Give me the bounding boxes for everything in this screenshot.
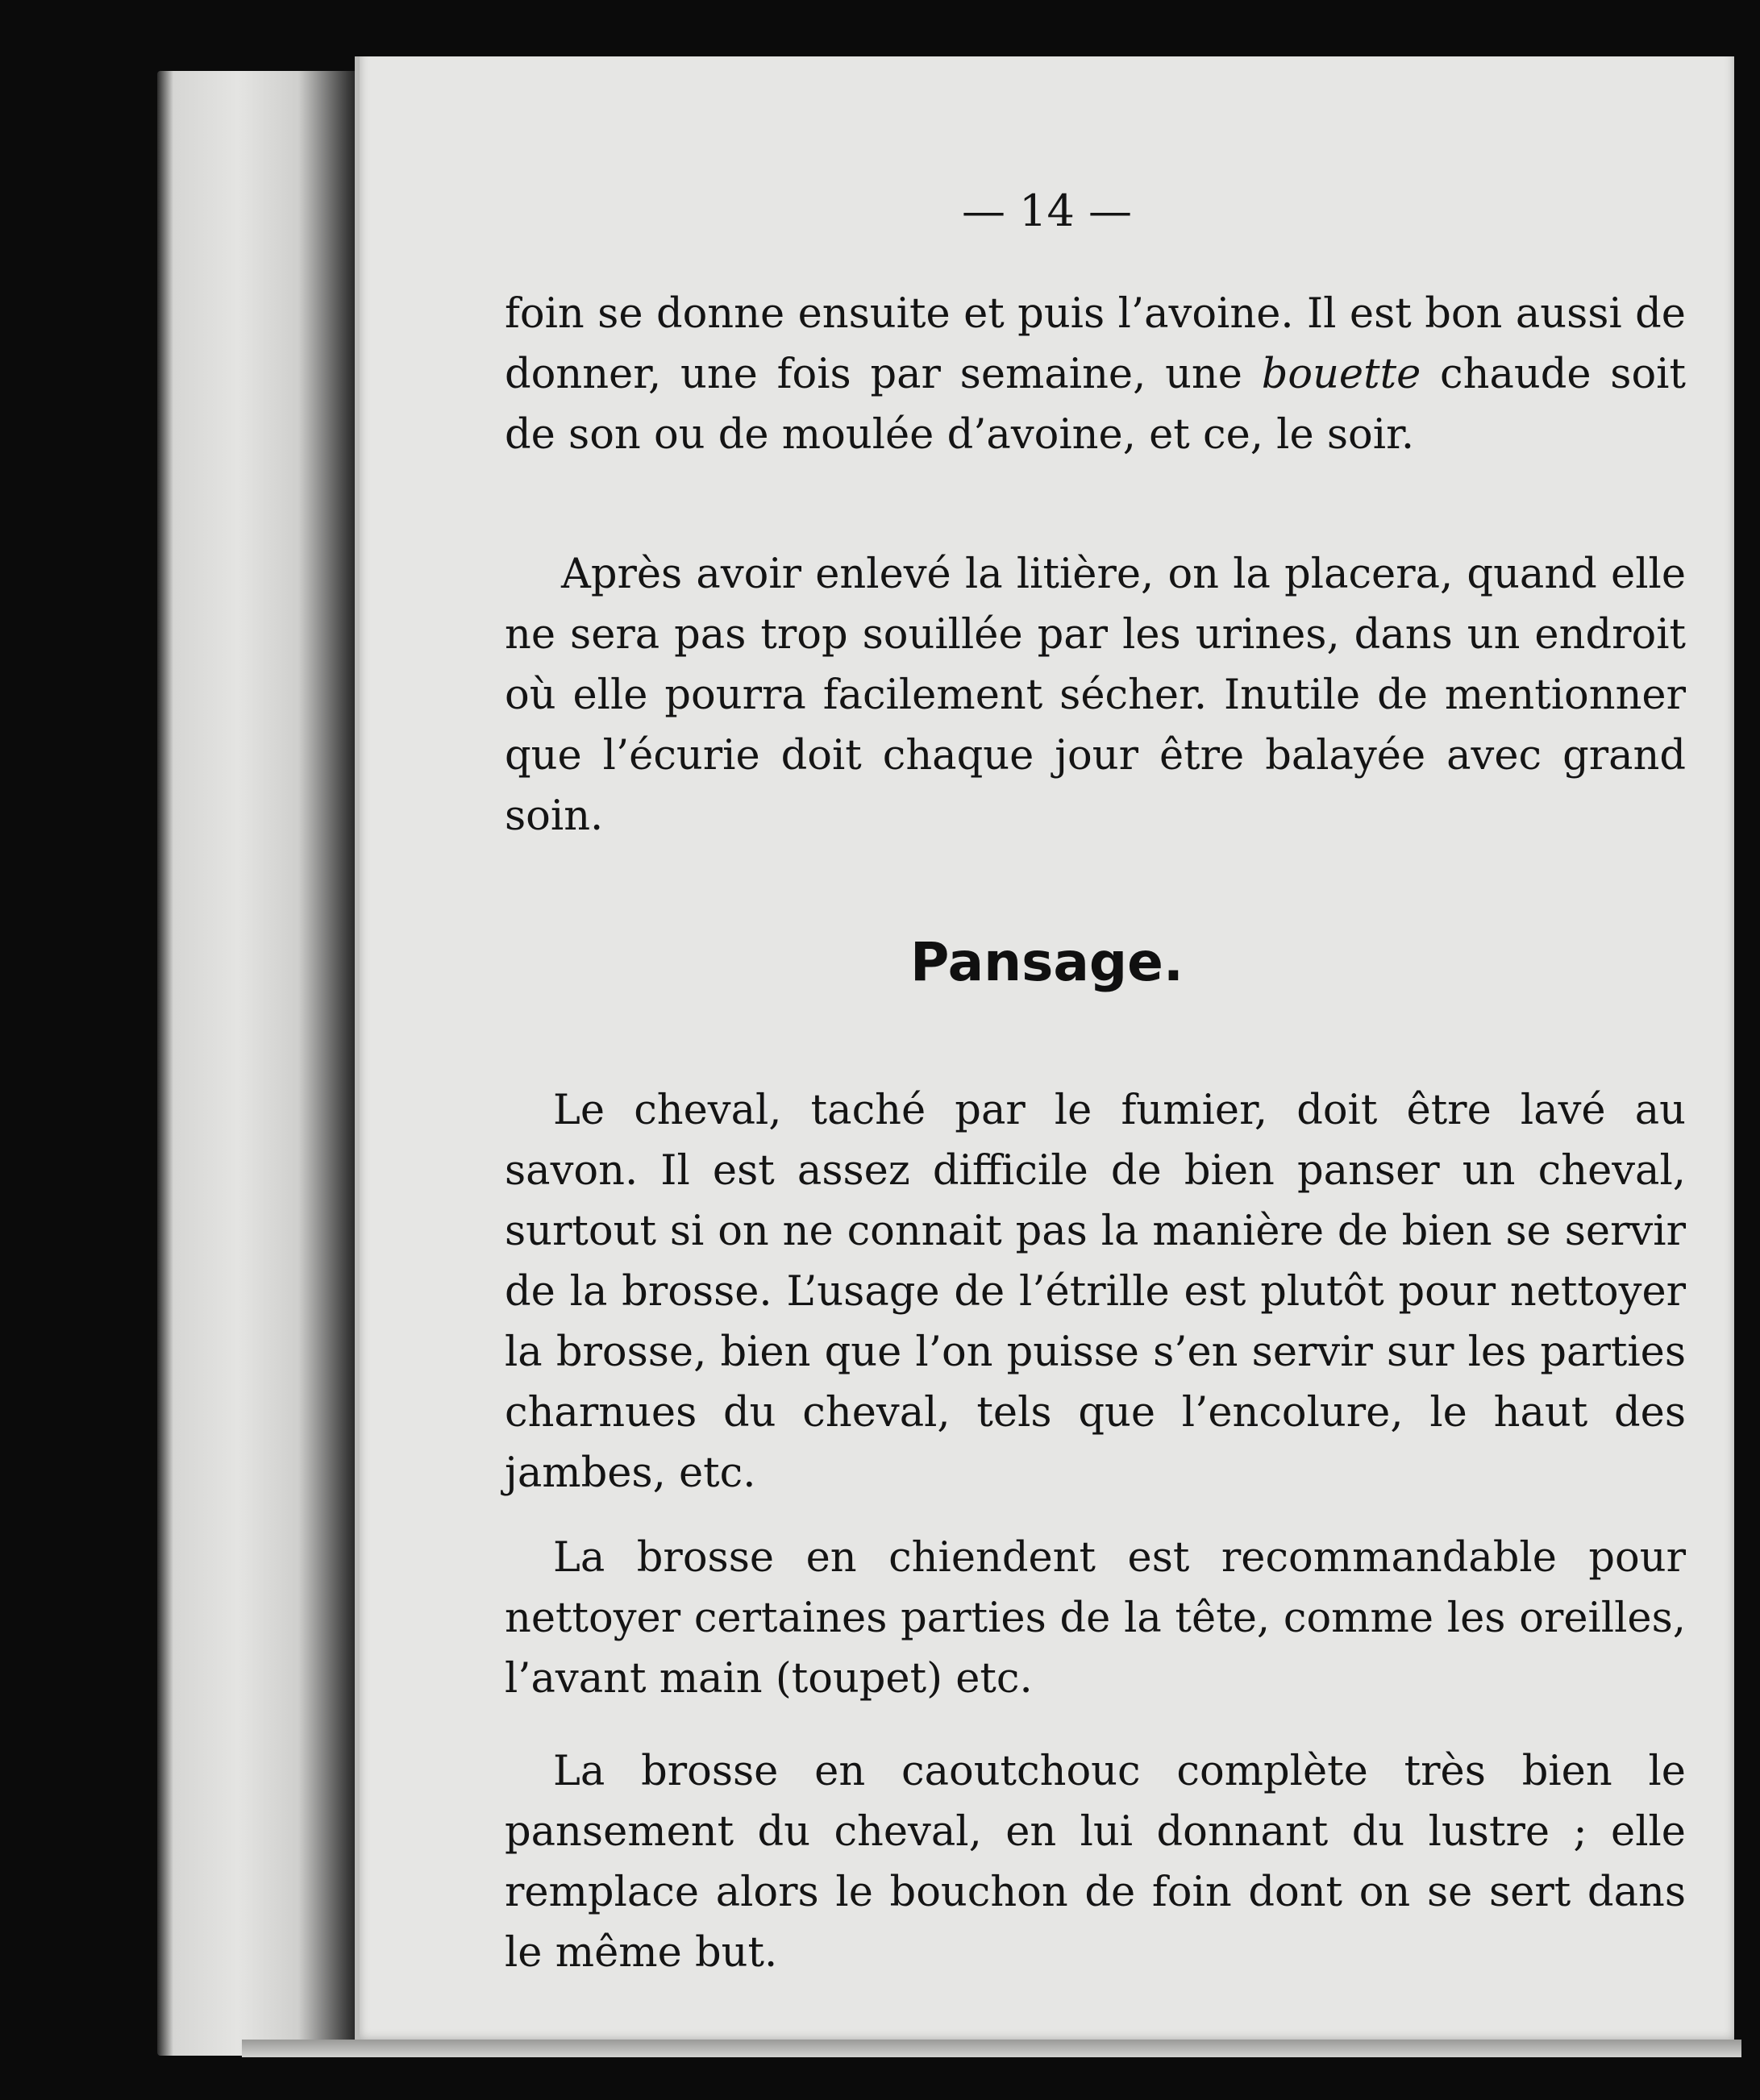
paragraph-feeding-text-end: chaude soit de son ou de moulée d’avoine, et ce, le soir.: [505, 351, 1686, 459]
paragraph-brush-chiendent: La brosse en chiendent est recommandable pour nettoyer certaines parties de la tête, comme les oreilles, l’avant main (toupet) etc.: [505, 1534, 1686, 1703]
italic-term: bouette: [1261, 351, 1421, 398]
paragraph-brush-rubber: La brosse en caoutchouc complète très bien le pansement du cheval, en lui donnant du lustre ; elle remplace alors le bouchon de foin dont on se sert dans le même but.: [505, 1748, 1686, 1977]
page-bottom-edge: [242, 2040, 1741, 2057]
book-spine: [157, 71, 359, 2056]
paragraph-litter: Après avoir enlevé la litière, on la placera, quand elle ne sera pas trop souillée par les urines, dans un endroit où elle pourra facilement sécher. Inutile de mentionner que l’écurie doit chaque jour être balayée avec grand soin.: [505, 551, 1686, 840]
section-heading: Pansage.: [909, 931, 1184, 993]
page-sheet: [355, 56, 1734, 2048]
paragraph-feeding-text: foin se donne ensuite et puis l’avoine. Il est bon aussi de donner, une fois par semaine, une: [505, 290, 1686, 398]
paragraph-grooming: Le cheval, taché par le fumier, doit être lavé au savon. Il est assez difficile de bien panser un cheval, surtout si on ne connait pas la manière de bien se servir de la brosse. L’usage de l’étrille est plutôt pour nettoyer la brosse, bien que l’on puisse s’en servir sur les parties charnues du cheval, tels que l’encolure, le haut des jambes, etc.: [505, 1087, 1686, 1497]
paragraph-feeding: [505, 284, 1686, 465]
page-number: — 14 —: [961, 185, 1133, 236]
